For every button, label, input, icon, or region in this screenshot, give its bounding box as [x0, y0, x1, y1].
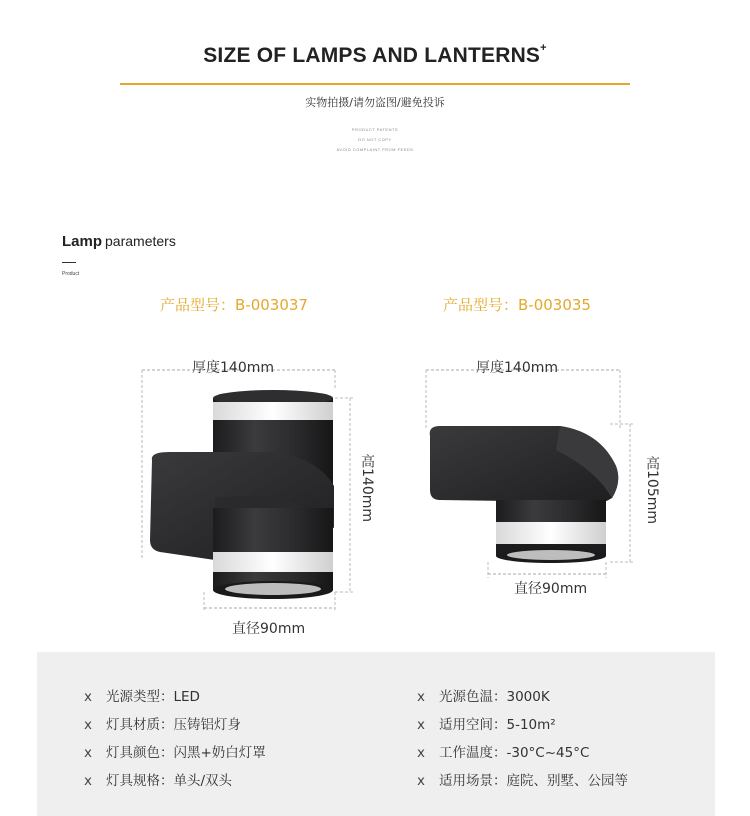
param-left-4 [84, 769, 232, 789]
param-text: 灯具规格：单头/双头 [106, 773, 233, 789]
dim-diameter-left: 直径90mm [232, 621, 306, 637]
bullet: x [84, 773, 92, 789]
heading-light: parameters [105, 233, 176, 249]
section-sub: Product [62, 271, 80, 277]
dual-head-wall-lamp-image [142, 370, 355, 612]
bullet: x [84, 689, 92, 705]
params-panel [37, 652, 715, 816]
bullet: x [417, 773, 425, 789]
bullet: x [84, 745, 92, 761]
dim-diameter-right: 直径90mm [514, 581, 588, 597]
title-divider [120, 83, 630, 85]
bullet: x [417, 745, 425, 761]
param-text: 适用场景：庭院、别墅、公园等 [439, 773, 628, 789]
title-text: SIZE OF LAMPS AND LANTERNS [203, 44, 541, 67]
param-text: 光源色温：3000K [439, 689, 550, 705]
title-mark: + [540, 42, 547, 54]
param-right-1 [417, 685, 550, 705]
bullet: x [84, 717, 92, 733]
bullet: x [417, 689, 425, 705]
single-head-wall-lamp-image [426, 370, 635, 578]
param-text: 适用空间：5-10m² [439, 717, 556, 733]
param-text: 工作温度：-30°C~45°C [439, 745, 590, 761]
heading-dash [62, 262, 76, 263]
tiny-note-1: PRODUCT PATENTS [351, 127, 399, 132]
heading-bold: Lamp [62, 233, 103, 250]
tiny-note-3: AVOID COMPLAINT FROM FEEDS [336, 147, 414, 152]
dim-height-right: 高105mm [644, 456, 660, 524]
subtitle: 实物拍摄/请勿盗图/避免投诉 [305, 96, 445, 109]
param-text: 灯具颜色：闪黑+奶白灯罩 [106, 745, 266, 761]
param-text: 灯具材质：压铸铝灯身 [106, 717, 241, 733]
bullet: x [417, 717, 425, 733]
tiny-note-2: DO NOT COPY [358, 137, 392, 142]
dim-height-left: 高140mm [359, 454, 375, 522]
model-left: 产品型号：B-003037 [160, 296, 308, 314]
param-left-2 [84, 713, 241, 733]
dim-thickness-right: 厚度140mm [476, 360, 558, 376]
model-right: 产品型号：B-003035 [443, 296, 591, 314]
param-right-2 [417, 713, 556, 733]
param-right-4 [417, 769, 628, 789]
param-left-1 [84, 685, 200, 705]
section-heading [62, 233, 176, 250]
param-text: 光源类型：LED [106, 689, 200, 705]
param-left-3 [84, 741, 266, 761]
param-right-3 [417, 741, 589, 761]
dim-thickness-left: 厚度140mm [192, 360, 274, 376]
page-title [0, 44, 750, 68]
